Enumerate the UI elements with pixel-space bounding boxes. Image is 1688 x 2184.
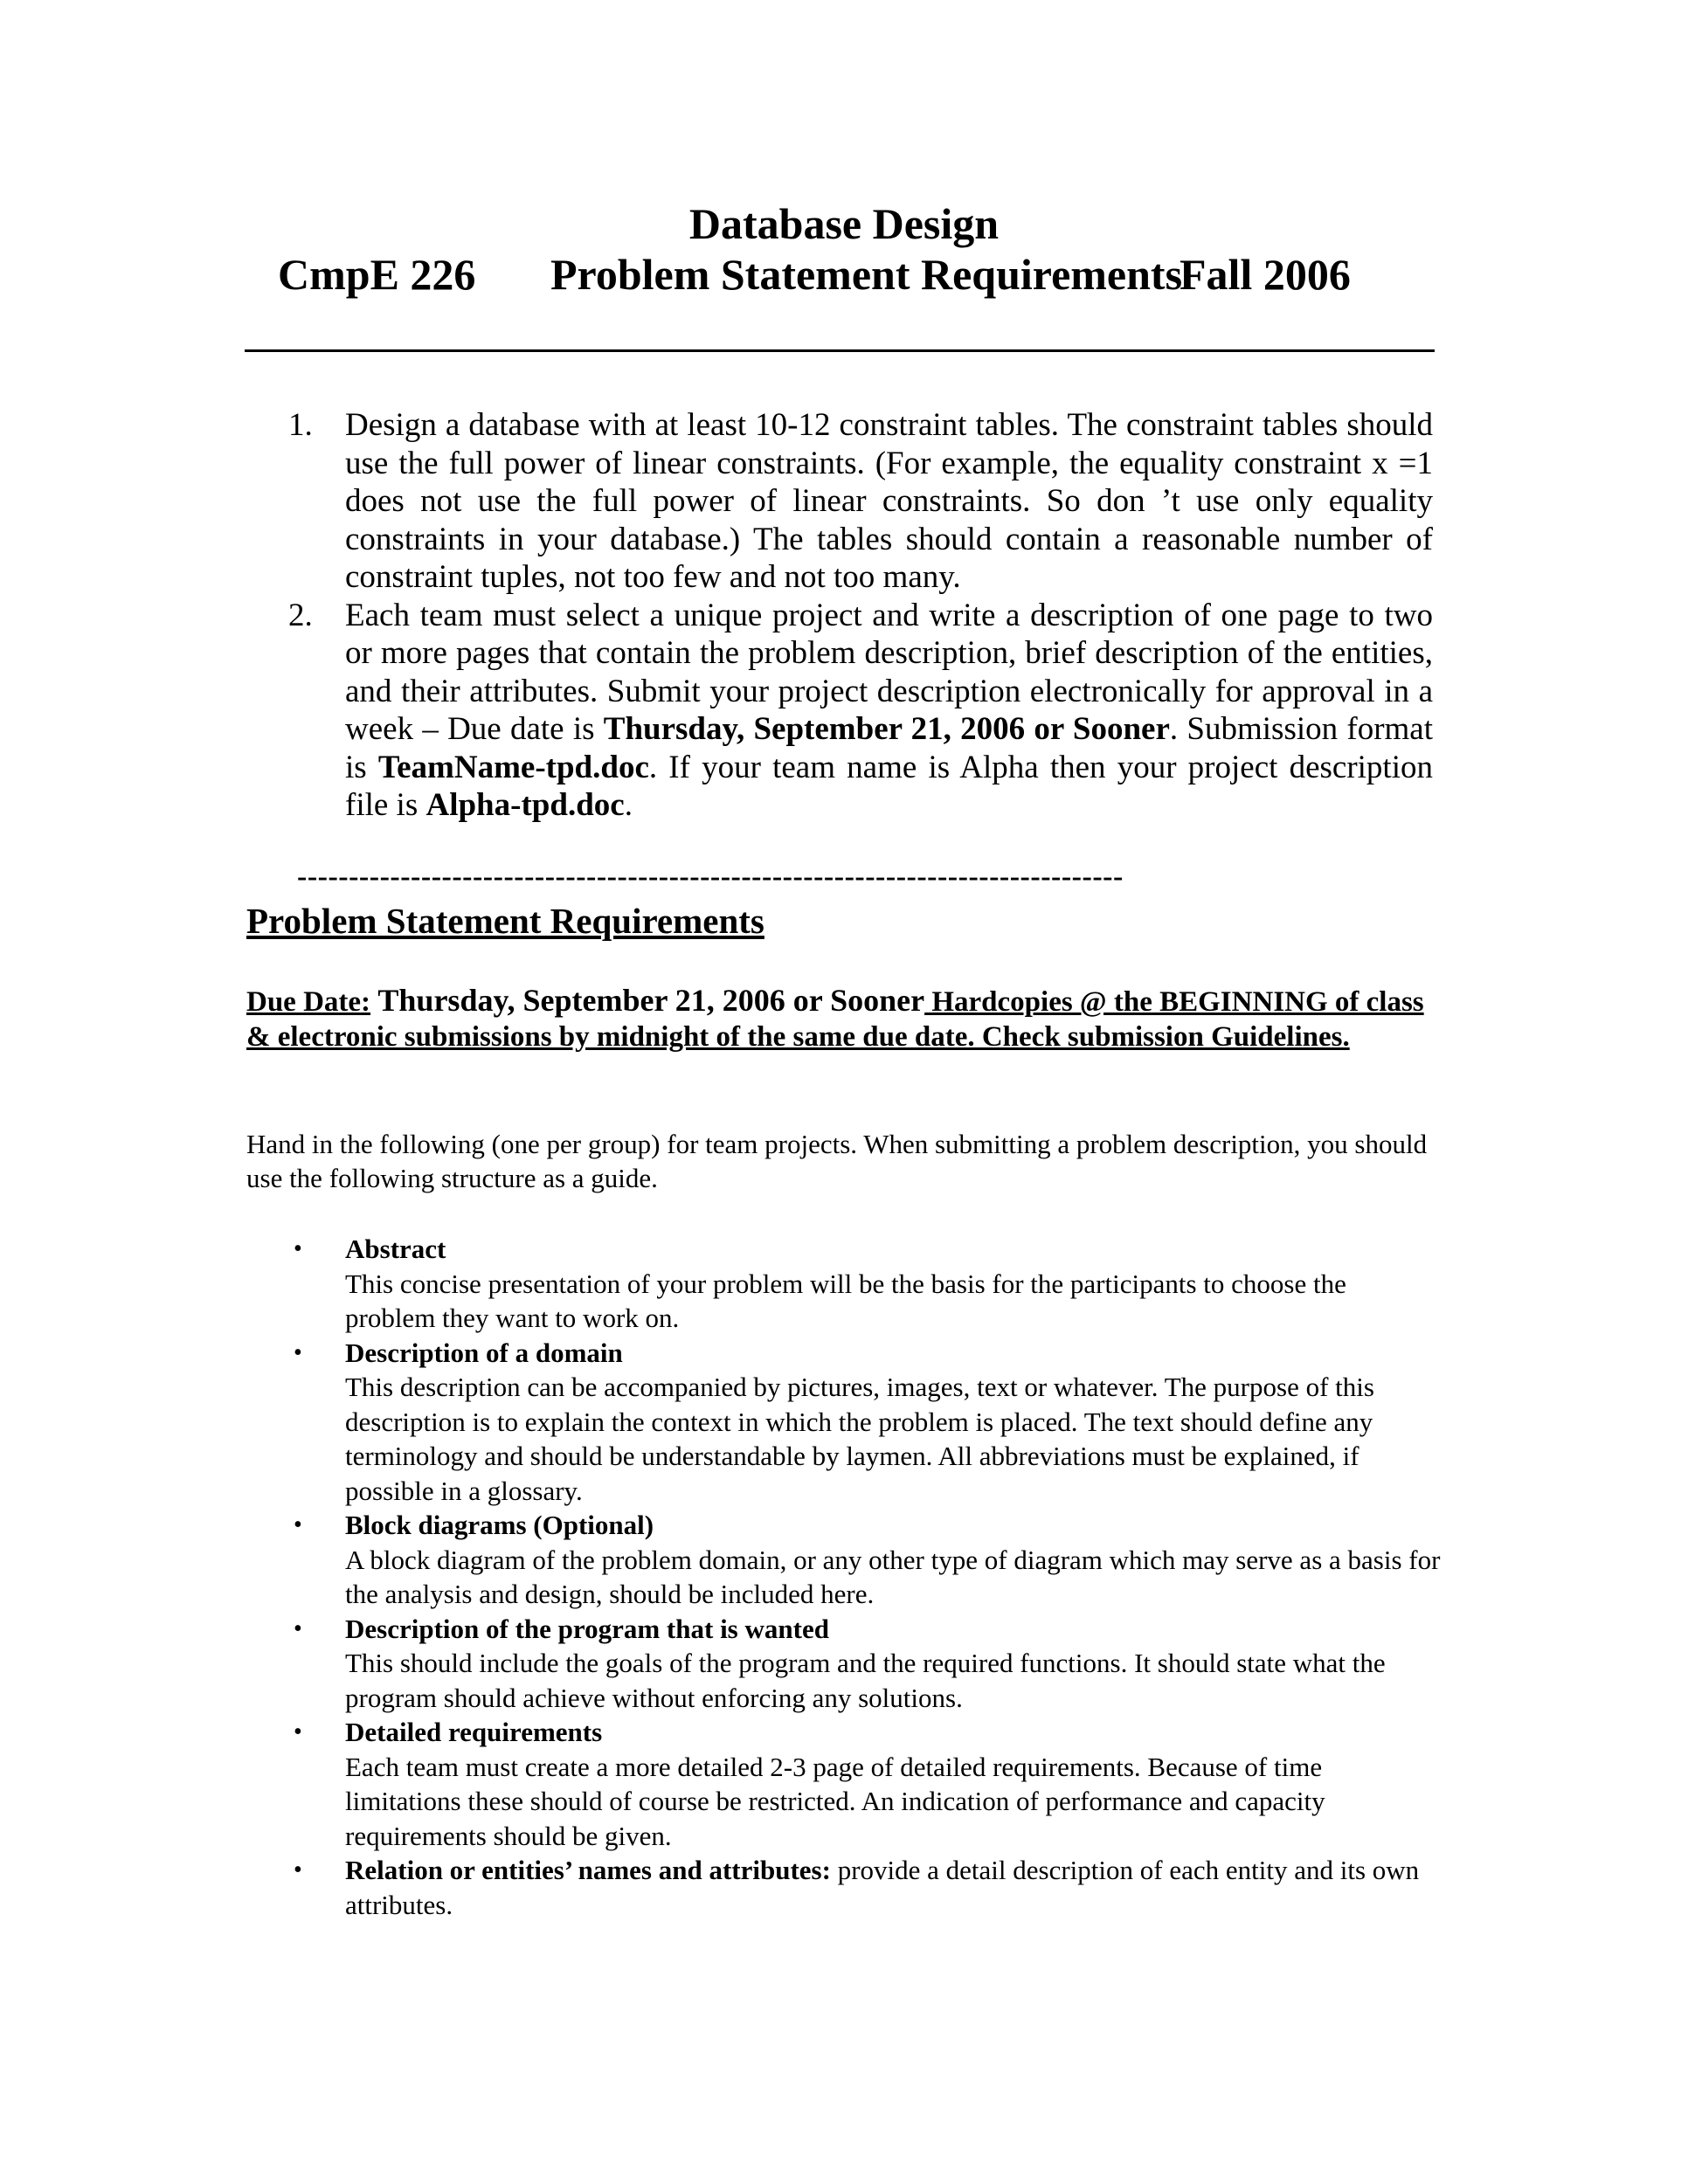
document-subtitle: Problem Statement Requirements xyxy=(550,250,1183,299)
bullet-item-abstract xyxy=(288,1232,1442,1336)
item-number: 2. xyxy=(288,597,313,633)
bullet-title: Description of the program that is wanted xyxy=(345,1613,829,1644)
header-rule xyxy=(245,349,1435,352)
bullet-title: Relation or entities’ names and attributes: xyxy=(345,1855,831,1885)
course-code: CmpE 226 xyxy=(278,250,476,299)
bullet-body: This should include the goals of the program and the required functions. It should state what the program should achieve without enforcing any solutions. xyxy=(345,1648,1386,1713)
bullet-list xyxy=(288,1232,1442,1922)
due-date-notice xyxy=(246,983,1435,1054)
bullet-title: Abstract xyxy=(345,1234,446,1264)
bullet-body: A block diagram of the problem domain, or any other type of diagram which may serve as a basis for the analysis and design, should be included here. xyxy=(345,1544,1441,1609)
bullet-item-detailed-requirements xyxy=(288,1715,1442,1853)
item-text: . xyxy=(624,787,633,823)
bullet-icon: • xyxy=(294,1614,302,1642)
bullet-title: Block diagrams (Optional) xyxy=(345,1510,654,1540)
bullet-title: Detailed requirements xyxy=(345,1717,603,1747)
header-row xyxy=(0,246,1688,302)
bullet-icon: • xyxy=(294,1856,302,1883)
item-text: Design a database with at least 10-12 constraint tables. The constraint tables should use the full power of linear constraints. (For example, the equality constraint x =1 does not use the full power of linear constraints. So don ’t use only equality constraints in your database.) The tables should contain a reasonable number of constraint tuples, not too few and not too many. xyxy=(345,407,1433,595)
due-date-note: Hardcopies @ the BEGINNING of class & electronic submissions by midnight of the same due date. Check submission Guidelines. xyxy=(246,986,1424,1053)
section-heading: Problem Statement Requirements xyxy=(246,901,764,941)
dashed-separator: -------------------------------------------------------------------------------- xyxy=(297,860,1124,893)
bullet-body: This description can be accompanied by pictures, images, text or whatever. The purpose of this description is to explain the context in which the problem is placed. The text should define any terminology and should be understandable by laymen. All abbreviations must be explained, if possible in a glossary. xyxy=(345,1372,1374,1506)
due-date-value: Thursday, September 21, 2006 or Sooner xyxy=(370,983,925,1018)
bullet-icon: • xyxy=(294,1338,302,1366)
bullet-item-program xyxy=(288,1612,1442,1716)
bullet-body: provide a detail description of each entity and its own attributes. xyxy=(345,1855,1420,1920)
numbered-item xyxy=(288,597,1433,825)
due-date-emphasis: Thursday, September 21, 2006 or Sooner xyxy=(603,711,1170,747)
term-label: Fall 2006 xyxy=(1180,250,1351,299)
bullet-icon: • xyxy=(294,1511,302,1538)
bullet-item-domain xyxy=(288,1336,1442,1509)
bullet-title: Description of a domain xyxy=(345,1337,623,1368)
bullet-body: This concise presentation of your problem will be the basis for the participants to choose the problem they want to work on. xyxy=(345,1268,1346,1333)
bullet-item-block-diagrams xyxy=(288,1508,1442,1612)
item-number: 1. xyxy=(288,407,313,443)
due-date-label: Due Date: xyxy=(246,986,371,1018)
filename-example: Alpha-tpd.doc xyxy=(425,787,625,823)
filename-format: TeamName-tpd.doc xyxy=(377,749,649,785)
document-title: Database Design xyxy=(688,199,1000,248)
item-text: . If your team name is Alpha then your project description file is xyxy=(345,749,1433,823)
numbered-item xyxy=(288,406,1433,597)
numbered-list xyxy=(288,406,1433,825)
bullet-icon: • xyxy=(294,1718,302,1745)
bullet-icon: • xyxy=(294,1235,302,1262)
item-text: Each team must select a unique project and write a description of one page to two or more pages that contain the problem description, brief description of the entities, and their attributes. Submit your project description electronically for approval in a week – Due date is xyxy=(345,597,1433,747)
bullet-item-entities xyxy=(288,1853,1442,1922)
item-text: . Submission format is xyxy=(345,711,1434,785)
bullet-body: Each team must create a more detailed 2-3 page of detailed requirements. Because of time limitations these should of course be restricted. An indication of performance and capacity requirements should be given. xyxy=(345,1751,1325,1851)
intro-paragraph: Hand in the following (one per group) for team projects. When submitting a problem description, you should use the following structure as a guide. xyxy=(246,1129,1428,1193)
